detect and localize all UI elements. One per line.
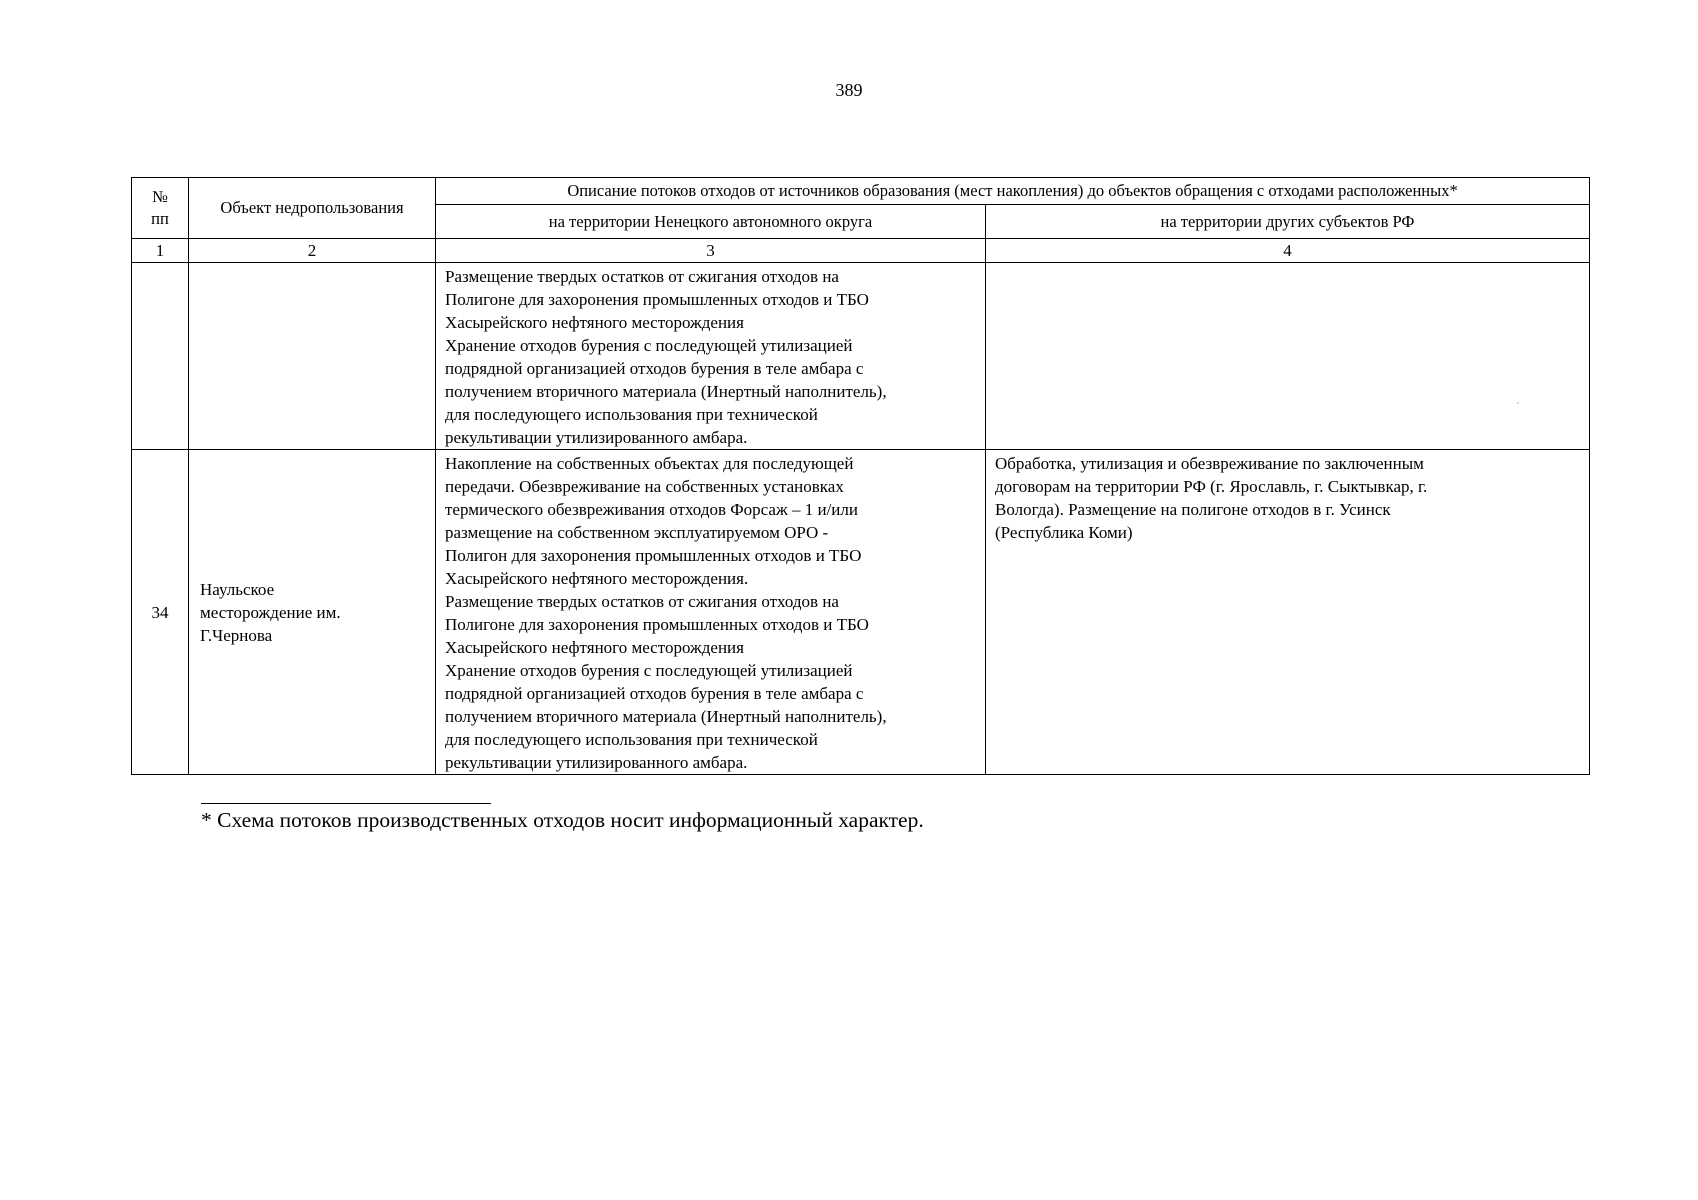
- page-number: 389: [835, 80, 863, 100]
- footnote-divider: [201, 803, 491, 804]
- table-row: [132, 263, 1590, 450]
- table-header-row: [132, 178, 1590, 205]
- table-row: [132, 450, 1590, 775]
- column-number: 2: [189, 239, 436, 263]
- waste-flows-table: [131, 177, 1590, 775]
- row-number-cell: [132, 263, 189, 450]
- scan-speck: [1517, 402, 1519, 404]
- object-cell: [189, 263, 436, 450]
- row-number-cell: 34: [132, 450, 189, 775]
- column-number: 4: [986, 239, 1590, 263]
- nao-description-cell: Накопление на собственных объектах для последующей передачи. Обезвреживание на собственных установках термического обезвреживания отходов Форсаж – 1 и/или размещение на собственном эксплуатируемом ОРО - Полигон для захоронения промышленных отходов и ТБО Хасырейского нефтяного месторождения. Размещение твердых остатков от сжигания отходов на Полигоне для захоронения промышленных отходов и ТБО Хасырейского нефтяного месторождения Хранение отходов бурения с последующей утилизацией подрядной организацией отходов бурения в теле амбара с получением вторичного материала (Инертный наполнитель), для последующего использования при технической рекультивации утилизированного амбара.: [436, 450, 986, 775]
- header-object: Объект недропользования: [189, 178, 436, 239]
- column-numbers-row: [132, 239, 1590, 263]
- other-regions-cell: Обработка, утилизация и обезвреживание по заключенным договорам на территории РФ (г. Ярославль, г. Сыктывкар, г. Вологда). Размещение на полигоне отходов в г. Усинск (Республика Коми): [986, 450, 1590, 775]
- column-number: 3: [436, 239, 986, 263]
- nao-description-cell: Размещение твердых остатков от сжигания отходов на Полигоне для захоронения промышленных отходов и ТБО Хасырейского нефтяного месторождения Хранение отходов бурения с последующей утилизацией подрядной организацией отходов бурения в теле амбара с получением вторичного материала (Инертный наполнитель), для последующего использования при технической рекультивации утилизированного амбара.: [436, 263, 986, 450]
- header-number: № пп: [132, 178, 189, 239]
- header-description: Описание потоков отходов от источников образования (мест накопления) до объектов обращения с отходами расположенных*: [436, 178, 1590, 205]
- object-cell: Наульское месторождение им. Г.Чернова: [189, 450, 436, 775]
- footnote: * Схема потоков производственных отходов носит информационный характер.: [201, 808, 924, 832]
- other-regions-cell: [986, 263, 1590, 450]
- header-nao-territory: на территории Ненецкого автономного округа: [436, 205, 986, 239]
- column-number: 1: [132, 239, 189, 263]
- header-other-regions: на территории других субъектов РФ: [986, 205, 1590, 239]
